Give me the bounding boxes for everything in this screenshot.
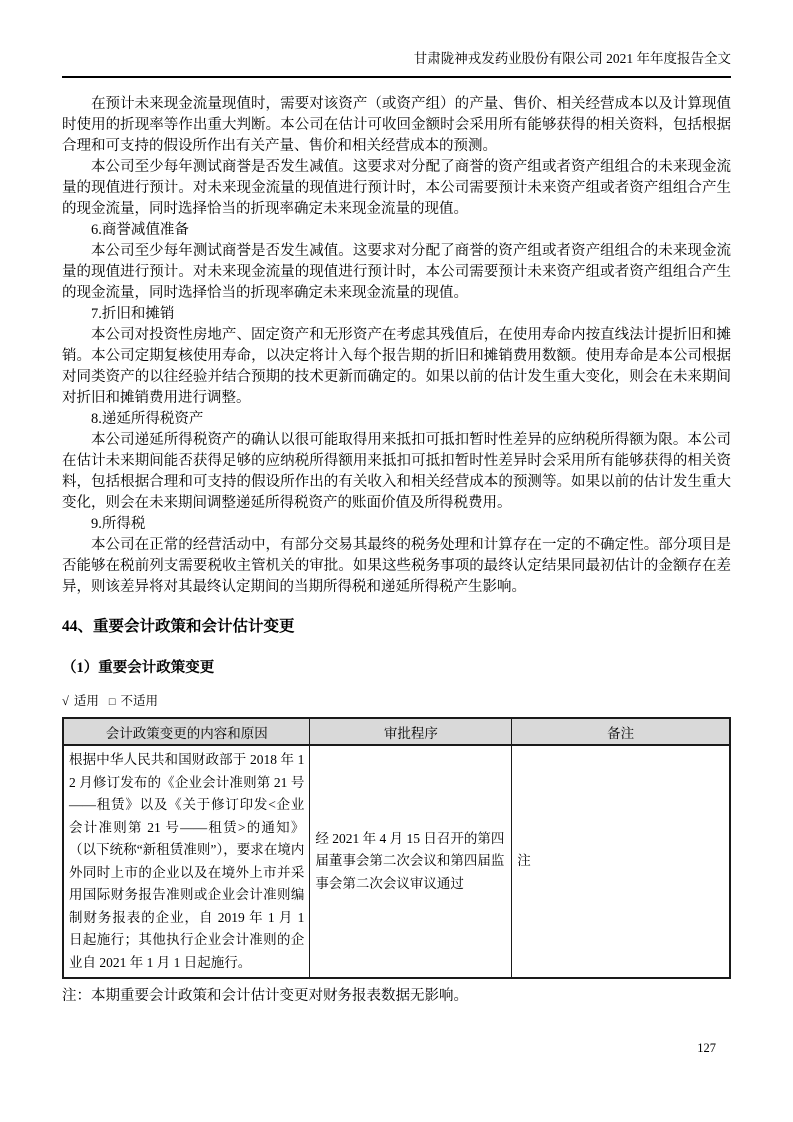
table-header-approval: 审批程序 — [310, 718, 512, 745]
policy-change-table — [62, 717, 731, 979]
checkbox-icon: □ — [108, 696, 116, 708]
check-mark-icon: √ — [62, 694, 69, 708]
section-heading: 44、重要会计政策和会计估计变更 — [62, 618, 295, 635]
table-row — [63, 745, 730, 978]
table-header-row — [63, 718, 730, 745]
paragraph: 本公司至少每年测试商誉是否发生减值。这要求对分配了商誉的资产组或者资产组组合的未来现金流量的现值进行预计。对未来现金流量的现值进行预计时，本公司需要预计未来资产组或者资产组组合产生的现金流量，同时选择恰当的折现率确定未来现金流量的现值。 — [62, 243, 731, 301]
report-title: 甘肃陇神戎发药业股份有限公司 2021 年年度报告全文 — [413, 51, 731, 66]
numbered-heading: 9.所得税 — [91, 516, 146, 532]
document-body — [62, 94, 731, 598]
paragraph: 本公司在正常的经营活动中，有部分交易其最终的税务处理和计算存在一定的不确定性。部分项目是否能够在税前列支需要税收主管机关的审批。如果这些税务事项的最终认定结果同最初估计的金额存在差异，则该差异将对其最终认定期间的当期所得税和递延所得税产生影响。 — [62, 537, 731, 595]
paragraph: 本公司至少每年测试商誉是否发生减值。这要求对分配了商誉的资产组或者资产组组合的未来现金流量的现值进行预计。对未来现金流量的现值进行预计时，本公司需要预计未来资产组或者资产组组合产生的现金流量，同时选择恰当的折现率确定未来现金流量的现值。 — [62, 159, 731, 217]
table-header-remark: 备注 — [512, 718, 730, 745]
page-number: 127 — [697, 1041, 716, 1055]
paragraph: 本公司对投资性房地产、固定资产和无形资产在考虑其残值后，在使用寿命内按直线法计提折旧和摊销。本公司定期复核使用寿命，以决定将计入每个报告期的折旧和摊销费用数额。使用寿命是本公司根据对同类资产的以往经验并结合预期的技术更新而确定的。如果以前的估计发生重大变化，则会在未来期间对折旧和摊销费用进行调整。 — [62, 327, 731, 406]
subsection-heading: （1）重要会计政策变更 — [62, 660, 215, 676]
table-cell-remark: 注 — [512, 745, 730, 978]
table-header-content-reason: 会计政策变更的内容和原因 — [63, 718, 310, 745]
numbered-heading: 7.折旧和摊销 — [91, 306, 175, 322]
page-margins — [62, 50, 731, 1007]
page-header — [62, 50, 731, 78]
numbered-heading: 8.递延所得税资产 — [91, 411, 204, 427]
paragraph: 本公司递延所得税资产的确认以很可能取得用来抵扣可抵扣暂时性差异的应纳税所得额为限。本公司在估计未来期间能否获得足够的应纳税所得额用来抵扣可抵扣暂时性差异时会采用所有能够获得的相关资料，包括根据合理和可支持的假设所作出的有关收入和相关经营成本的预测等。如果以前的估计发生重大变化，则会在未来期间调整递延所得税资产的账面价值及所得税费用。 — [62, 432, 731, 511]
table-note: 注：本期重要会计政策和会计估计变更对财务报表数据无影响。 — [62, 988, 468, 1004]
table-cell-content-reason: 根据中华人民共和国财政部于 2018 年 12 月修订发布的《企业会计准则第 21 号——租赁》以及《关于修订印发<企业会计准则第 21 号——租赁>的通知》（以下统称“新租赁准则”），要求在境内外同时上市的企业以及在境外上市并采用国际财务报告准则或企业会计准则编制财务报表的企业，自 2019 年 1 月 1 日起施行；其他执行企业会计准则的企业自 2021 年 1 月 1 日起施行。 — [63, 745, 310, 978]
not-applicable-label: 不适用 — [120, 694, 159, 708]
numbered-heading: 6.商誉减值准备 — [91, 222, 189, 238]
paragraph: 在预计未来现金流量现值时，需要对该资产（或资产组）的产量、售价、相关经营成本以及计算现值时使用的折现率等作出重大判断。本公司在估计可收回金额时会采用所有能够获得的相关资料，包括根据合理和可支持的假设所作出有关产量、售价和相关经营成本的预测。 — [62, 96, 731, 154]
applicability-line — [62, 693, 731, 711]
table-cell-approval: 经 2021 年 4 月 15 日召开的第四届董事会第二次会议和第四届监事会第二次会议审议通过 — [310, 745, 512, 978]
applicable-label: 适用 — [73, 694, 99, 708]
